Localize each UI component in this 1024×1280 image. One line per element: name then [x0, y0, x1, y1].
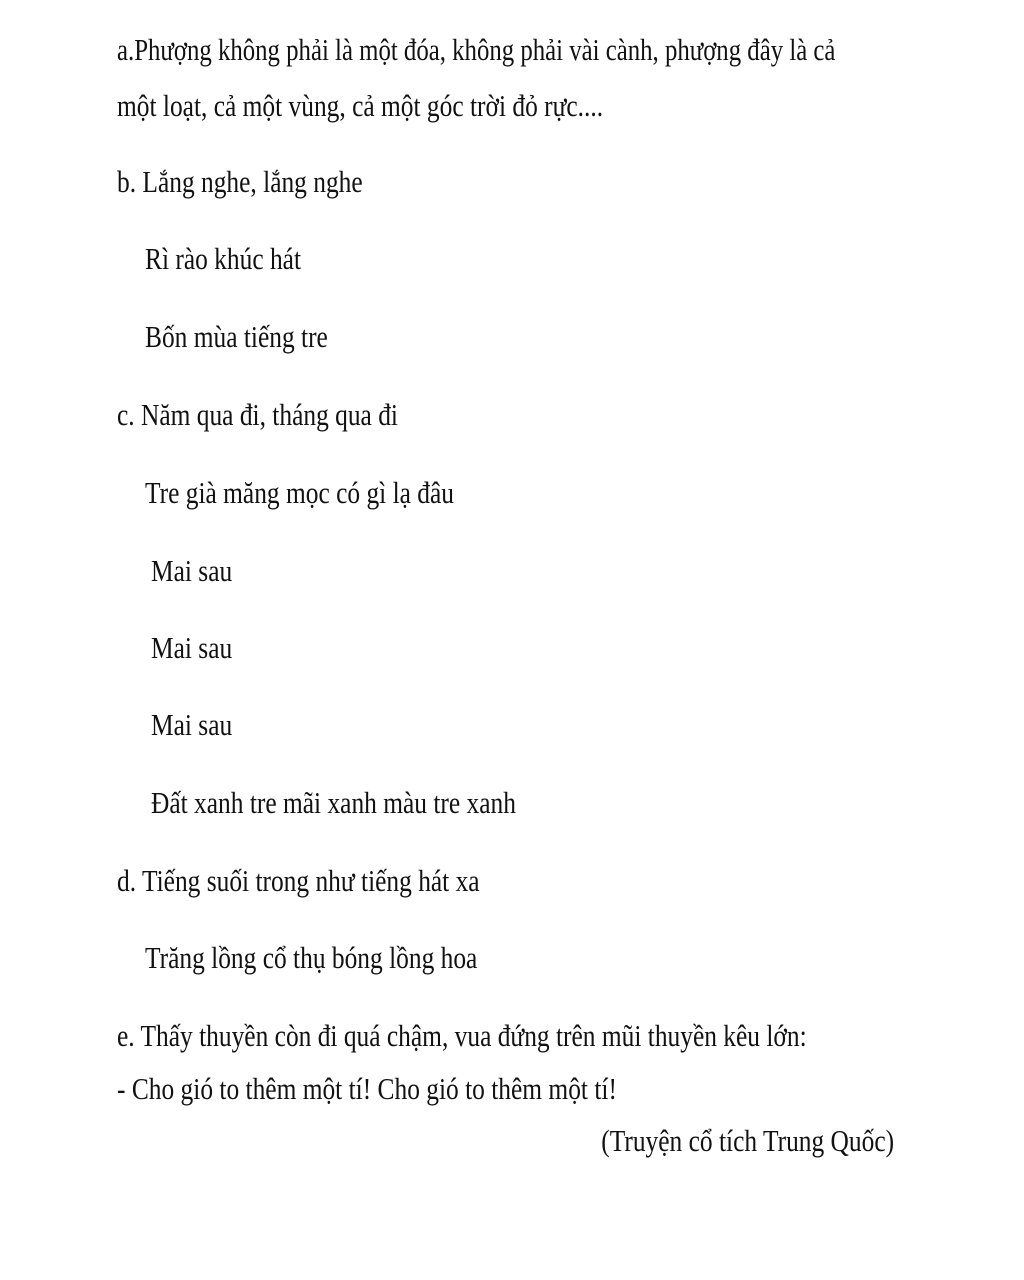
section-e-line-1: e. Thấy thuyền còn đi quá chậm, vua đứng trên mũi thuyền kêu lớn:	[117, 1018, 807, 1053]
source-citation: (Truyện cổ tích Trung Quốc)	[601, 1123, 894, 1158]
section-c-line-5: Mai sau	[151, 707, 233, 742]
section-b-line-3: Bốn mùa tiếng tre	[145, 319, 328, 354]
section-c-line-2: Tre già măng mọc có gì lạ đâu	[145, 475, 454, 510]
section-d-line-2: Trăng lồng cổ thụ bóng lồng hoa	[145, 940, 478, 975]
section-a-line-2: một loạt, cả một vùng, cả một góc trời đỏ rực....	[117, 88, 604, 123]
section-e-line-2: - Cho gió to thêm một tí! Cho gió to thêm một tí!	[117, 1071, 617, 1106]
section-d-line-1: d. Tiếng suối trong như tiếng hát xa	[117, 863, 480, 898]
section-c-line-3: Mai sau	[151, 553, 233, 588]
section-c-line-1: c. Năm qua đi, tháng qua đi	[117, 397, 398, 432]
section-b-line-2: Rì rào khúc hát	[145, 241, 302, 276]
section-c-line-6: Đất xanh tre mãi xanh màu tre xanh	[151, 785, 516, 820]
section-a-line-1: a.Phượng không phải là một đóa, không phải vài cành, phượng đây là cả	[117, 32, 836, 67]
section-c-line-4: Mai sau	[151, 630, 233, 665]
section-b-line-1: b. Lắng nghe, lắng nghe	[117, 164, 363, 199]
